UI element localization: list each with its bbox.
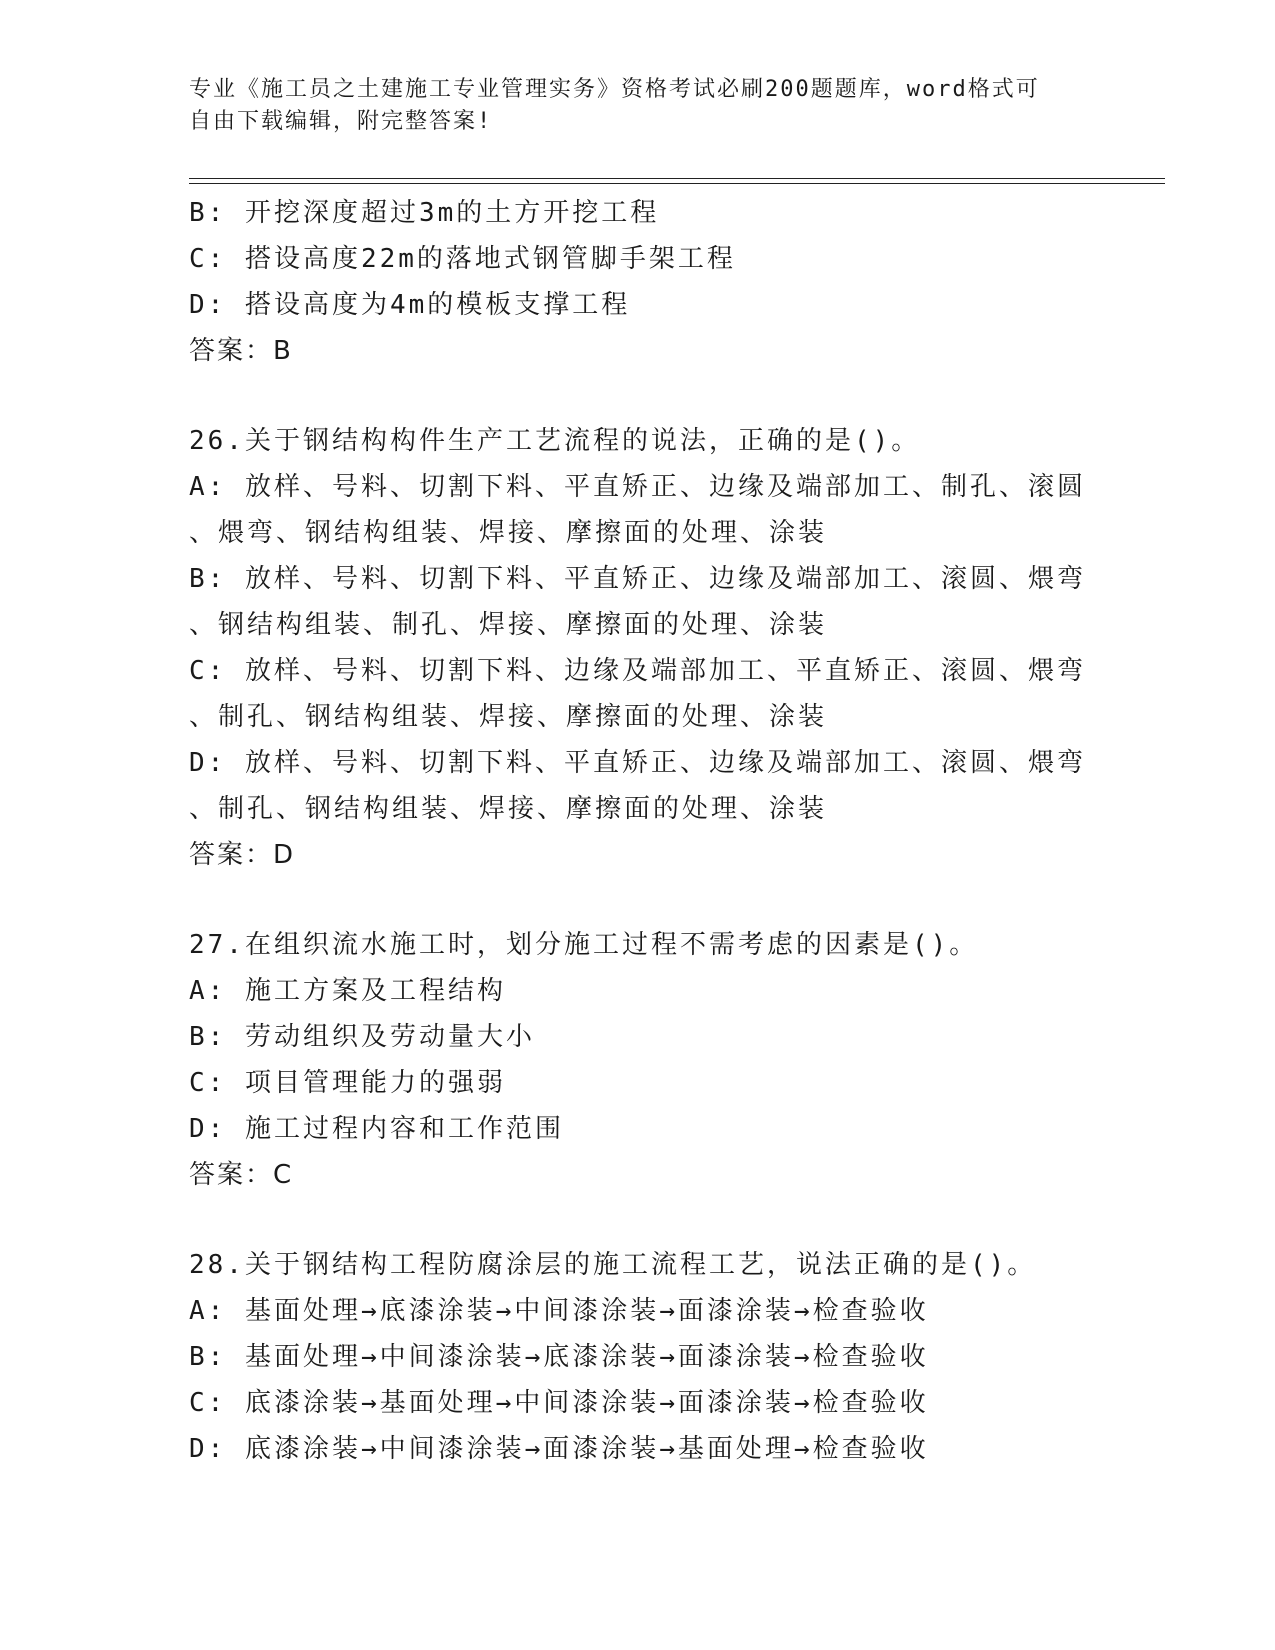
header-title-line-1: 专业《施工员之土建施工专业管理实务》资格考试必刷200题题库，word格式可 [189, 77, 1040, 102]
spacer [189, 878, 1089, 922]
q26-question: 26.关于钢结构构件生产工艺流程的说法，正确的是()。 [189, 426, 921, 456]
q26-option-a-line-1: A: 放样、号料、切割下料、平直矫正、边缘及端部加工、制孔、滚圆 [189, 472, 1086, 502]
question-list [189, 190, 1089, 1472]
question-26 [189, 418, 1089, 878]
q25-option-b: B: 开挖深度超过3m的土方开挖工程 [189, 198, 660, 228]
q26-option-a-line-2: 、煨弯、钢结构组装、焊接、摩擦面的处理、涂装 [189, 518, 828, 548]
q25-option-c: C: 搭设高度22m的落地式钢管脚手架工程 [189, 244, 736, 274]
q26-option-d-line-2: 、制孔、钢结构组装、焊接、摩擦面的处理、涂装 [189, 794, 828, 824]
header-title-line-2: 自由下载编辑，附完整答案! [189, 109, 493, 134]
q28-option-b: B: 基面处理→中间漆涂装→底漆涂装→面漆涂装→检查验收 [189, 1342, 929, 1372]
q28-question: 28.关于钢结构工程防腐涂层的施工流程工艺，说法正确的是()。 [189, 1250, 1037, 1280]
q26-option-d-line-1: D: 放样、号料、切割下料、平直矫正、边缘及端部加工、滚圆、煨弯 [189, 748, 1086, 778]
q27-option-d: D: 施工过程内容和工作范围 [189, 1114, 564, 1144]
question-25 [189, 190, 1089, 374]
q25-option-d: D: 搭设高度为4m的模板支撑工程 [189, 290, 631, 320]
q26-option-c-line-1: C: 放样、号料、切割下料、边缘及端部加工、平直矫正、滚圆、煨弯 [189, 656, 1086, 686]
q27-answer: 答案：C [189, 1160, 294, 1190]
q28-option-d: D: 底漆涂装→中间漆涂装→面漆涂装→基面处理→检查验收 [189, 1434, 929, 1464]
q26-answer: 答案：D [189, 840, 296, 870]
q26-option-b-line-1: B: 放样、号料、切割下料、平直矫正、边缘及端部加工、滚圆、煨弯 [189, 564, 1086, 594]
q27-option-b: B: 劳动组织及劳动量大小 [189, 1022, 535, 1052]
q27-option-c: C: 项目管理能力的强弱 [189, 1068, 506, 1098]
q26-option-b-line-2: 、钢结构组装、制孔、焊接、摩擦面的处理、涂装 [189, 610, 828, 640]
question-27 [189, 922, 1089, 1198]
document-header [189, 74, 1089, 138]
q28-option-a: A: 基面处理→底漆涂装→中间漆涂装→面漆涂装→检查验收 [189, 1296, 929, 1326]
q27-option-a: A: 施工方案及工程结构 [189, 976, 506, 1006]
spacer [189, 374, 1089, 418]
header-divider-top [189, 178, 1165, 179]
spacer [189, 1198, 1089, 1242]
q28-option-c: C: 底漆涂装→基面处理→中间漆涂装→面漆涂装→检查验收 [189, 1388, 929, 1418]
q25-answer: 答案：B [189, 336, 293, 366]
header-divider-bottom [189, 183, 1165, 184]
q26-option-c-line-2: 、制孔、钢结构组装、焊接、摩擦面的处理、涂装 [189, 702, 828, 732]
question-28 [189, 1242, 1089, 1472]
q27-question: 27.在组织流水施工时，划分施工过程不需考虑的因素是()。 [189, 930, 979, 960]
